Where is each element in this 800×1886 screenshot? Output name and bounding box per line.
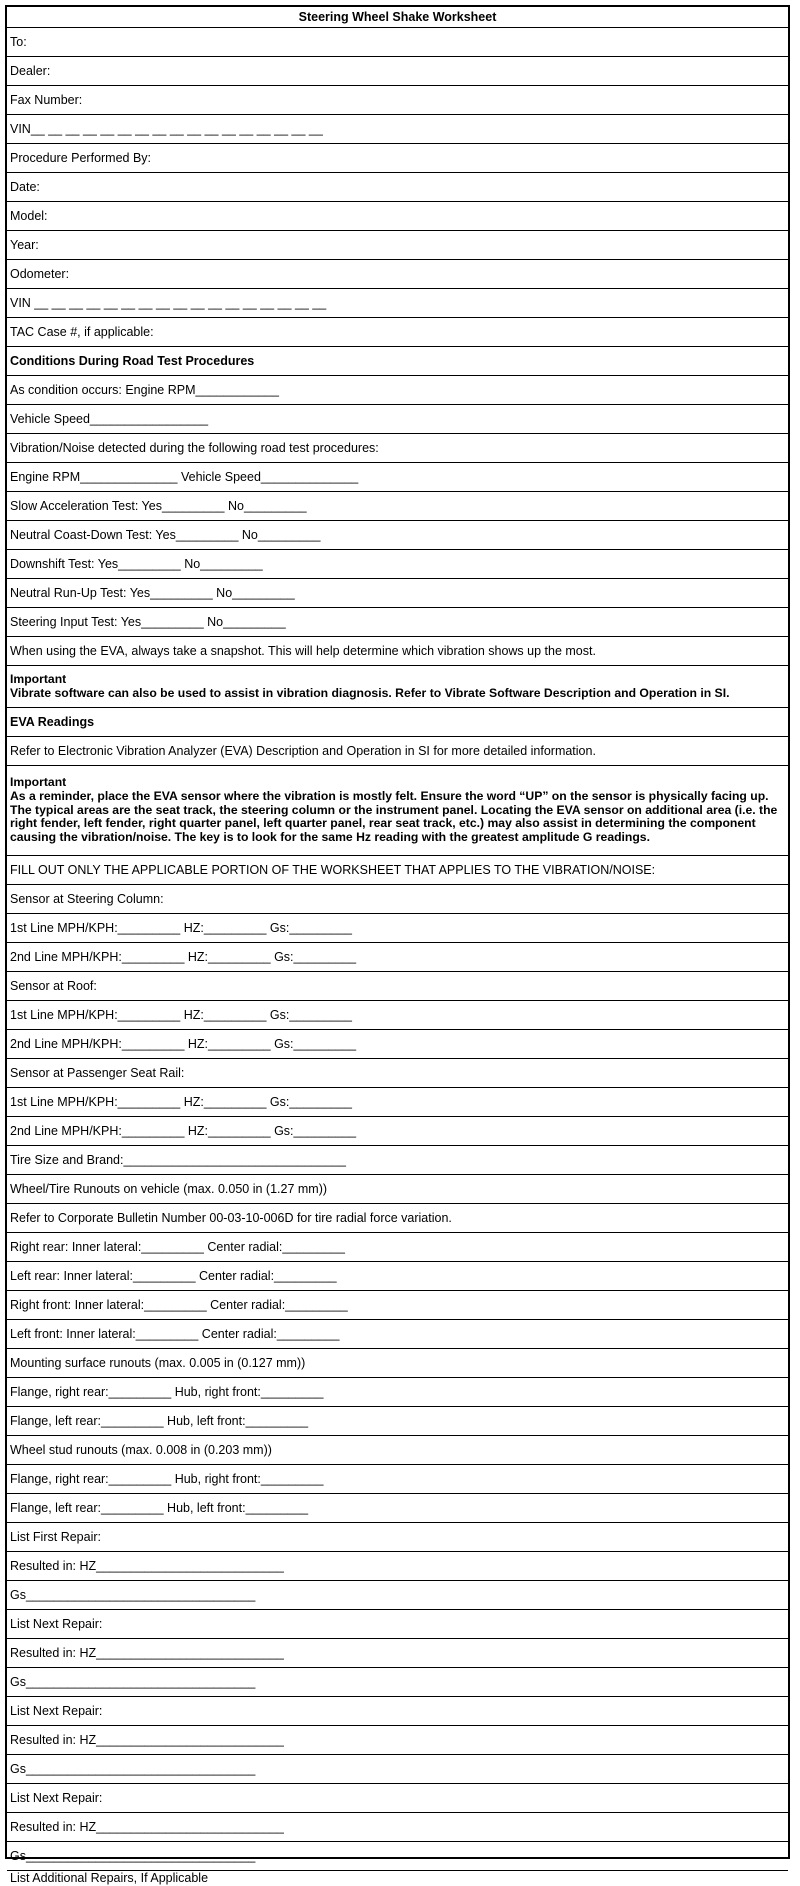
line-text: Neutral Run-Up Test: Yes_________ No_________ [10, 585, 295, 600]
line-text: Resulted in: HZ___________________________ [10, 1819, 284, 1834]
line-text: Odometer: [10, 266, 70, 281]
worksheet-table [5, 5, 790, 1885]
form-line [7, 1262, 788, 1291]
line-text: List Next Repair: [10, 1790, 103, 1805]
line-text: Resulted in: HZ___________________________ [10, 1558, 284, 1573]
form-line [7, 202, 788, 231]
line-text: Sensor at Passenger Seat Rail: [10, 1065, 185, 1080]
note-heading: Important [10, 671, 67, 686]
form-line [7, 1407, 788, 1436]
line-text: Gs_________________________________ [10, 1761, 256, 1776]
form-line [7, 260, 788, 289]
line-text: 2nd Line MPH/KPH:_________ HZ:_________ Gs:_________ [10, 949, 357, 964]
form-line [7, 1842, 788, 1871]
line-text: Vehicle Speed_________________ [10, 411, 209, 426]
line-text: Sensor at Steering Column: [10, 891, 164, 906]
line-text: List First Repair: [10, 1529, 101, 1544]
line-text: 2nd Line MPH/KPH:_________ HZ:_________ Gs:_________ [10, 1036, 357, 1051]
line-text: Resulted in: HZ___________________________ [10, 1732, 284, 1747]
line-text: EVA Readings [10, 714, 95, 729]
form-line [7, 1204, 788, 1233]
form-line [7, 579, 788, 608]
line-text: To: [10, 34, 27, 49]
form-line [7, 1697, 788, 1726]
line-text: Gs_________________________________ [10, 1674, 256, 1689]
form-line [7, 86, 788, 115]
form-line [7, 318, 788, 347]
form-line [7, 1784, 788, 1813]
form-line [7, 1755, 788, 1784]
form-line [7, 1494, 788, 1523]
form-line [7, 1175, 788, 1204]
form-line [7, 856, 788, 885]
line-text: Year: [10, 237, 39, 252]
form-line [7, 1088, 788, 1117]
form-line [7, 492, 788, 521]
form-line [7, 463, 788, 492]
line-text: Vibration/Noise detected during the following road test procedures: [10, 440, 379, 455]
line-text: As condition occurs: Engine RPM____________ [10, 382, 279, 397]
form-line [7, 1436, 788, 1465]
form-line [7, 1523, 788, 1552]
line-text: Refer to Electronic Vibration Analyzer (EVA) Description and Operation in SI for more detailed information. [10, 743, 596, 758]
form-line [7, 914, 788, 943]
line-text: Wheel/Tire Runouts on vehicle (max. 0.050 in (1.27 mm)) [10, 1181, 328, 1196]
form-line [7, 405, 788, 434]
line-text: Left front: Inner lateral:_________ Center radial:_________ [10, 1326, 340, 1341]
form-line [7, 173, 788, 202]
form-line [7, 637, 788, 666]
form-line [7, 1465, 788, 1494]
form-line [7, 943, 788, 972]
line-text: Procedure Performed By: [10, 150, 152, 165]
worksheet-title: Steering Wheel Shake Worksheet [7, 7, 788, 28]
form-line [7, 1726, 788, 1755]
line-text: Sensor at Roof: [10, 978, 97, 993]
form-line [7, 608, 788, 637]
form-line [7, 1349, 788, 1378]
form-line [7, 1320, 788, 1349]
worksheet-rows [7, 28, 788, 1886]
form-line [7, 289, 788, 318]
form-line [7, 1291, 788, 1320]
form-line [7, 1378, 788, 1407]
form-line [7, 1552, 788, 1581]
line-text: Slow Acceleration Test: Yes_________ No_________ [10, 498, 307, 513]
note-body: As a reminder, place the EVA sensor where the vibration is mostly felt. Ensure the word “UP” on the sensor is physically facing up. The typical areas are the seat track, the steering column or the instrument panel. Locating the EVA sensor on additional area (i.e. the right fender, left fender, right quarter panel, left quarter panel, rear seat track, etc.) may also assist in determining the component causing the vibration/noise. The key is to look for the same Hz reading with the greatest amplitude G readings. [10, 789, 778, 844]
form-line [7, 1610, 788, 1639]
line-text: Flange, right rear:_________ Hub, right front:_________ [10, 1471, 324, 1486]
section-heading [7, 708, 788, 737]
form-line [7, 1581, 788, 1610]
form-line [7, 115, 788, 144]
form-line [7, 1233, 788, 1262]
line-text: Dealer: [10, 63, 51, 78]
section-heading [7, 347, 788, 376]
line-text: Resulted in: HZ___________________________ [10, 1645, 284, 1660]
line-text: Model: [10, 208, 48, 223]
form-line [7, 550, 788, 579]
line-text: Mounting surface runouts (max. 0.005 in (0.127 mm)) [10, 1355, 306, 1370]
note-body: Vibrate software can also be used to assist in vibration diagnosis. Refer to Vibrate Software Description and Operation in SI. [10, 685, 730, 700]
line-text: Wheel stud runouts (max. 0.008 in (0.203 mm)) [10, 1442, 272, 1457]
line-text: VIN __ __ __ __ __ __ __ __ __ __ __ __ __ __ __ __ __ [10, 295, 327, 310]
form-line [7, 737, 788, 766]
form-line [7, 1871, 788, 1886]
form-line [7, 1059, 788, 1088]
line-text: Flange, right rear:_________ Hub, right front:_________ [10, 1384, 324, 1399]
form-line [7, 1030, 788, 1059]
line-text: 1st Line MPH/KPH:_________ HZ:_________ Gs:_________ [10, 1007, 352, 1022]
line-text: 1st Line MPH/KPH:_________ HZ:_________ Gs:_________ [10, 920, 352, 935]
line-text: 2nd Line MPH/KPH:_________ HZ:_________ Gs:_________ [10, 1123, 357, 1138]
line-text: Steering Input Test: Yes_________ No_________ [10, 614, 286, 629]
line-text: Left rear: Inner lateral:_________ Center radial:_________ [10, 1268, 337, 1283]
form-line [7, 1639, 788, 1668]
line-text: TAC Case #, if applicable: [10, 324, 154, 339]
form-line [7, 57, 788, 86]
line-text: Conditions During Road Test Procedures [10, 353, 255, 368]
note-heading: Important [10, 775, 67, 790]
line-text: Neutral Coast-Down Test: Yes_________ No_________ [10, 527, 321, 542]
form-line [7, 434, 788, 463]
line-text: Flange, left rear:_________ Hub, left front:_________ [10, 1413, 309, 1428]
line-text: Engine RPM______________ Vehicle Speed______________ [10, 469, 359, 484]
form-line [7, 1117, 788, 1146]
line-text: FILL OUT ONLY THE APPLICABLE PORTION OF THE WORKSHEET THAT APPLIES TO THE VIBRATION/NOISE: [10, 862, 656, 877]
line-text: Right rear: Inner lateral:_________ Center radial:_________ [10, 1239, 345, 1254]
line-text: List Next Repair: [10, 1703, 103, 1718]
form-line [7, 28, 788, 57]
form-line [7, 1668, 788, 1697]
form-line [7, 144, 788, 173]
line-text: Downshift Test: Yes_________ No_________ [10, 556, 263, 571]
line-text: Refer to Corporate Bulletin Number 00-03-10-006D for tire radial force variation. [10, 1210, 452, 1225]
form-line [7, 1001, 788, 1030]
form-line [7, 885, 788, 914]
line-text: Date: [10, 179, 40, 194]
important-note [7, 766, 788, 856]
line-text: Flange, left rear:_________ Hub, left front:_________ [10, 1500, 309, 1515]
form-line [7, 1813, 788, 1842]
form-line [7, 1146, 788, 1175]
line-text: When using the EVA, always take a snapshot. This will help determine which vibration shows up the most. [10, 643, 596, 658]
line-text: Tire Size and Brand:________________________________ [10, 1152, 346, 1167]
line-text: Right front: Inner lateral:_________ Center radial:_________ [10, 1297, 348, 1312]
form-line [7, 376, 788, 405]
form-line [7, 521, 788, 550]
line-text: Gs_________________________________ [10, 1587, 256, 1602]
important-note [7, 666, 788, 708]
line-text: VIN__ __ __ __ __ __ __ __ __ __ __ __ __ __ __ __ __ [10, 121, 323, 136]
line-text: List Next Repair: [10, 1616, 103, 1631]
line-text: 1st Line MPH/KPH:_________ HZ:_________ Gs:_________ [10, 1094, 352, 1109]
form-line [7, 972, 788, 1001]
line-text: List Additional Repairs, If Applicable [10, 1871, 209, 1885]
line-text: Fax Number: [10, 92, 83, 107]
line-text: Gs_________________________________ [10, 1848, 256, 1863]
form-line [7, 231, 788, 260]
